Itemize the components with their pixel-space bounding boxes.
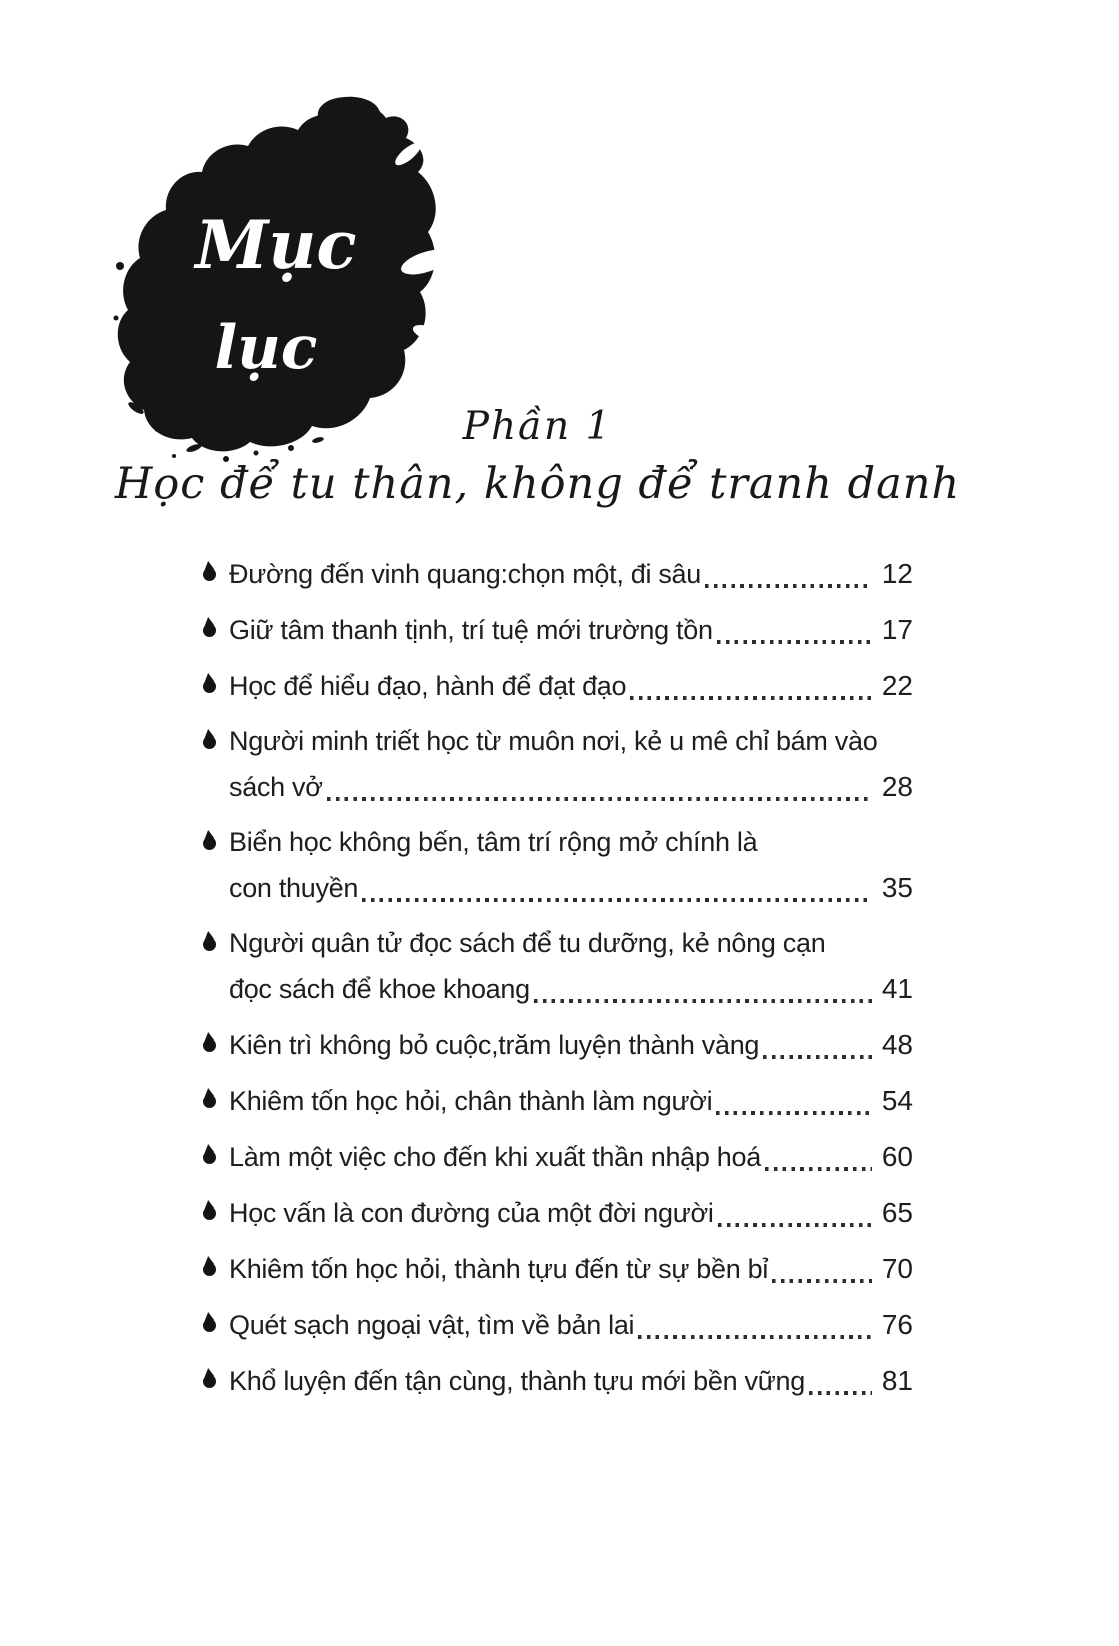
- toc-entry-title: Người quân tử đọc sách để tu dưỡng, kẻ nông cạn: [229, 928, 826, 958]
- dotted-leader: [705, 584, 872, 588]
- toc-entry: [203, 1302, 913, 1348]
- muc-luc-title-line2: lục: [214, 313, 318, 383]
- ink-drop-bullet-icon: [202, 735, 217, 750]
- ink-drop-bullet-icon: [202, 1206, 217, 1221]
- toc-entry-title: đọc sách để khoe khoang: [229, 974, 530, 1004]
- toc-page-number: 76: [881, 1309, 913, 1340]
- toc-entry: [203, 1358, 913, 1404]
- ink-drop-bullet-icon: [202, 1094, 217, 1109]
- toc-entry: [203, 1190, 913, 1236]
- toc-list: [203, 551, 913, 1414]
- ink-drop-bullet-icon: [202, 567, 217, 582]
- toc-entry-title: Biển học không bến, tâm trí rộng mở chính là: [229, 827, 758, 857]
- ink-drop-bullet-icon: [202, 937, 217, 952]
- toc-entry: [203, 719, 913, 810]
- toc-entry: [203, 1134, 913, 1180]
- toc-page-number: 22: [881, 670, 913, 701]
- ink-drop-bullet-icon: [202, 1262, 217, 1277]
- toc-entry-title: Kiên trì không bỏ cuộc,trăm luyện thành vàng: [229, 1030, 760, 1060]
- dotted-leader: [534, 999, 872, 1003]
- toc-entry: [203, 1078, 913, 1124]
- ink-drop-bullet-icon: [202, 1150, 217, 1165]
- dotted-leader: [763, 1055, 872, 1059]
- toc-entry: [203, 1022, 913, 1068]
- part-title: Học để tu thân, không để tranh danh: [114, 459, 961, 509]
- toc-page-number: 28: [881, 771, 913, 802]
- toc-entry-title: Khiêm tốn học hỏi, thành tựu đến từ sự bền bỉ: [229, 1254, 769, 1284]
- ink-drop-bullet-icon: [202, 836, 217, 851]
- toc-entry-title: Học vấn là con đường của một đời người: [229, 1198, 714, 1228]
- dotted-leader: [327, 797, 872, 801]
- toc-entry-title: Quét sạch ngoại vật, tìm về bản lai: [229, 1310, 635, 1340]
- toc-entry: [203, 1246, 913, 1292]
- toc-entry-title: sách vở: [229, 772, 323, 802]
- toc-entry-title: con thuyền: [229, 873, 359, 903]
- toc-entry: [203, 820, 913, 911]
- ink-drop-bullet-icon: [202, 623, 217, 638]
- toc-entry-title: Người minh triết học từ muôn nơi, kẻ u mê chỉ bám vào: [229, 726, 878, 756]
- toc-entry-title: Đường đến vinh quang:chọn một, đi sâu: [229, 559, 701, 589]
- toc-page-number: 48: [881, 1029, 913, 1060]
- muc-luc-title-line1: Mục: [195, 206, 357, 284]
- toc-entry: [203, 607, 913, 653]
- dotted-leader: [809, 1391, 872, 1395]
- toc-page-number: 81: [881, 1365, 913, 1396]
- toc-page-number: 65: [881, 1197, 913, 1228]
- toc-page-number: 60: [881, 1141, 913, 1172]
- ink-drop-bullet-icon: [202, 1374, 217, 1389]
- dotted-leader: [630, 696, 872, 700]
- ink-drop-bullet-icon: [202, 1038, 217, 1053]
- toc-entry-title: Làm một việc cho đến khi xuất thần nhập hoá: [229, 1142, 761, 1172]
- dotted-leader: [638, 1335, 872, 1339]
- toc-entry: [203, 921, 913, 1012]
- toc-entry-title: Giữ tâm thanh tịnh, trí tuệ mới trường tồn: [229, 615, 713, 645]
- toc-entry-title: Khiêm tốn học hỏi, chân thành làm người: [229, 1086, 713, 1116]
- ink-drop-bullet-icon: [202, 679, 217, 694]
- ink-drop-bullet-icon: [202, 1318, 217, 1333]
- toc-page-number: 12: [881, 558, 913, 589]
- dotted-leader: [717, 640, 872, 644]
- toc-entry: [203, 663, 913, 709]
- toc-page-number: 17: [881, 614, 913, 645]
- dotted-leader: [362, 898, 872, 902]
- dotted-leader: [716, 1111, 872, 1115]
- dotted-leader: [765, 1167, 872, 1171]
- toc-page-number: 54: [881, 1085, 913, 1116]
- toc-entry-title: Học để hiểu đạo, hành để đạt đạo: [229, 671, 627, 701]
- toc-entry-title: Khổ luyện đến tận cùng, thành tựu mới bền vững: [229, 1366, 805, 1396]
- toc-page-number: 35: [881, 872, 913, 903]
- dotted-leader: [718, 1223, 872, 1227]
- part-number: Phần 1: [462, 404, 613, 449]
- part-heading: [0, 404, 1097, 509]
- toc-entry: [203, 551, 913, 597]
- toc-page-number: 70: [881, 1253, 913, 1284]
- toc-page-number: 41: [881, 973, 913, 1004]
- dotted-leader: [772, 1279, 872, 1283]
